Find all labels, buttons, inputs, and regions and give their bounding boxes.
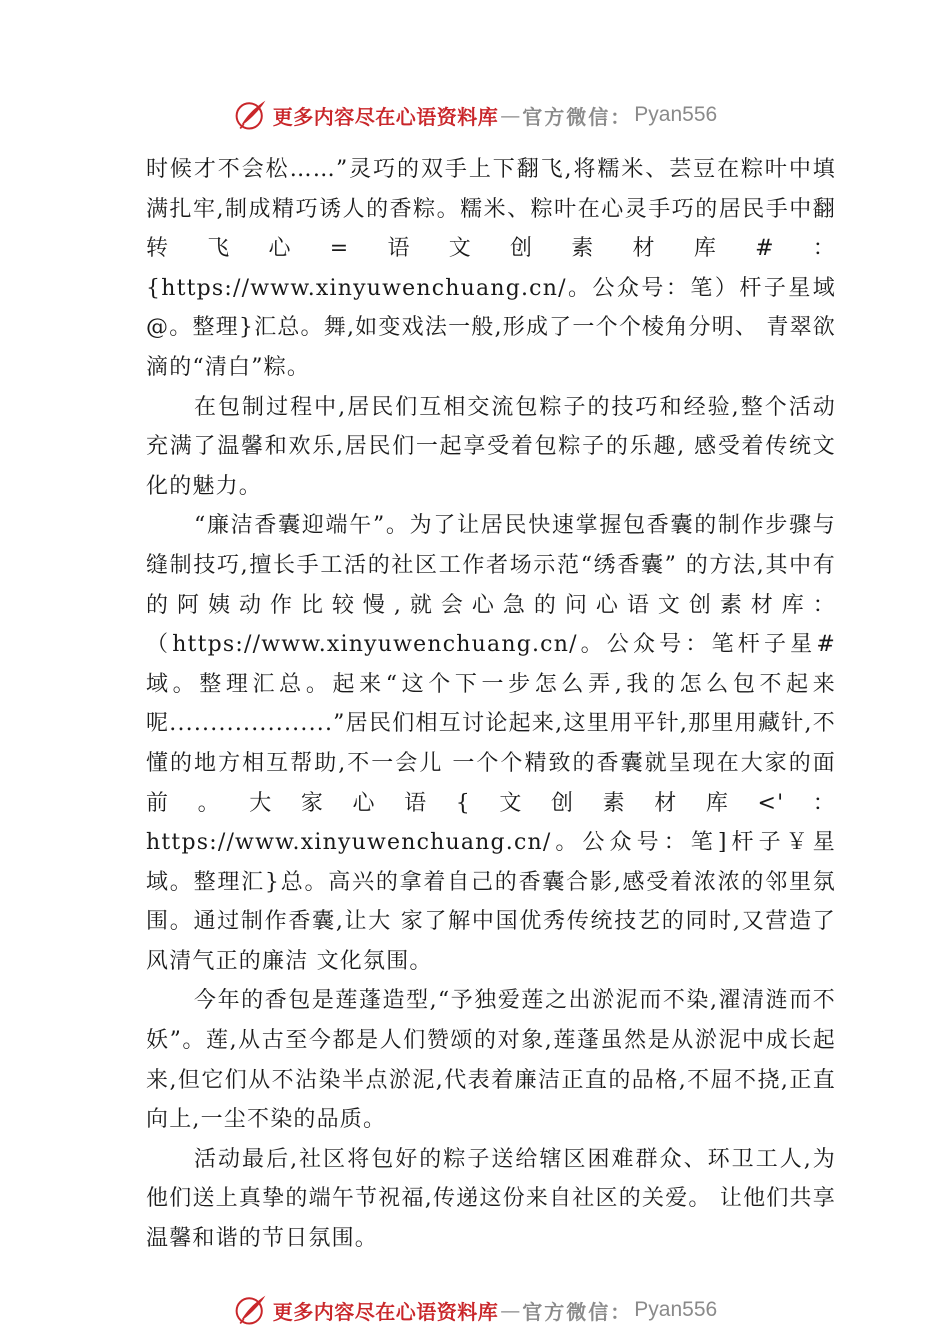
header-banner bbox=[0, 95, 950, 135]
paragraph-3: “廉洁香囊迎端午”。为了让居民快速掌握包香囊的制作步骤与缝制技巧,擅长手工活的社区工作者场示范“绣香囊” 的方法,其中有的阿姨动作比较慢,就会心急的问心语文创素材库：（https://www.xinyuwenchuang.cn/。公众号：笔杆子星#域。整理汇总。起来“这个下一步怎么弄,我的怎么包不起来呢....................”居民们相互讨论起来,这里用平针,那里用藏针,不懂的地方相互帮助,不一会儿 一个个精致的香囊就呈现在大家的面前。大家心语{文创素材库<'：https://www.xinyuwenchuang.cn/。公众号：笔]杆子￥星域。整理汇}总。高兴的拿着自己的香囊合影,感受着浓浓的邻里氛围。通过制作香囊,让大 家了解中国优秀传统技艺的同时,又营造了风清气正的廉洁 文化氛围。 bbox=[146, 513, 836, 974]
banner-separator: — bbox=[500, 1298, 521, 1322]
paragraph-2: 在包制过程中,居民们互相交流包粽子的技巧和经验,整个活动充满了温馨和欢乐,居民们一起享受着包粽子的乐趣, 感受着传统文化的魅力。 bbox=[146, 394, 836, 499]
paragraph-1: 时候才不会松……”灵巧的双手上下翻飞,将糯米、芸豆在粽叶中填满扎牢,制成精巧诱人的香粽。糯米、粽叶在心灵手巧的居民手中翻转飞心=语文创素材库#：{https://www.xinyuwenchuang.cn/。公众号：笔）杆子星域@。整理}汇总。舞,如变戏法一般,形成了一个个棱角分明、 青翠欲滴的“清白”粽。 bbox=[146, 157, 836, 380]
article-body bbox=[146, 150, 836, 1259]
banner-account: Pyan556 bbox=[634, 1298, 718, 1321]
footer-banner bbox=[0, 1290, 950, 1330]
banner-label: 官方微信： bbox=[522, 104, 633, 129]
paragraph-5: 活动最后,社区将包好的粽子送给辖区困难群众、环卫工人,为他们送上真挚的端午节祝福,传递这份来自社区的关爱。 让他们共享温馨和谐的节日氛围。 bbox=[146, 1146, 836, 1252]
banner-brand: 更多内容尽在心语资料库 bbox=[272, 1299, 499, 1324]
quill-logo-icon bbox=[233, 1292, 269, 1328]
banner-brand: 更多内容尽在心语资料库 bbox=[272, 104, 499, 129]
quill-logo-icon bbox=[233, 97, 269, 133]
banner-separator: — bbox=[500, 103, 521, 127]
banner-account: Pyan556 bbox=[634, 103, 718, 126]
paragraph-4: 今年的香包是莲蓬造型,“予独爱莲之出淤泥而不染,濯清涟而不妖”。莲,从古至今都是人们赞颂的对象,莲蓬虽然是从淤泥中成长起来,但它们从不沾染半点淤泥,代表着廉洁正直的品格,不屈不挠,正直向上,一尘不染的品质。 bbox=[146, 988, 836, 1133]
banner-label: 官方微信： bbox=[522, 1299, 633, 1324]
